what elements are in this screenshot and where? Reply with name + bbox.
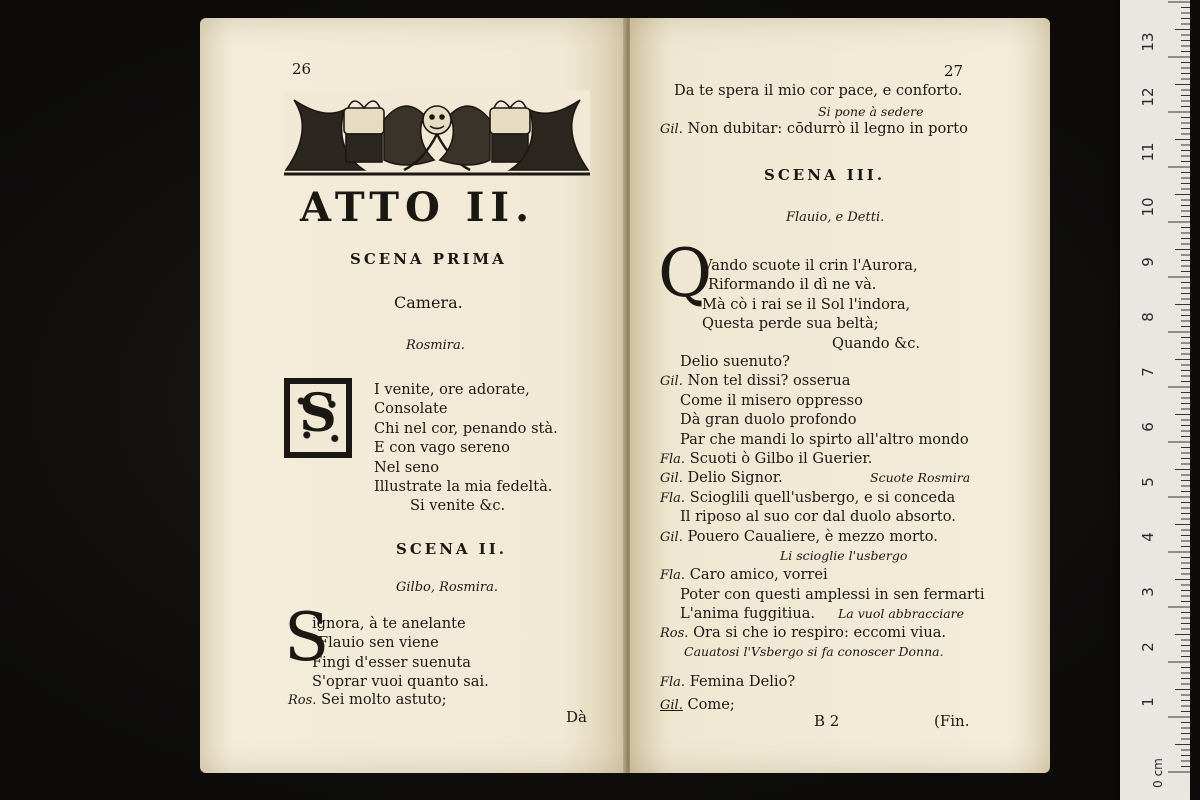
page-number-right: 27 (944, 62, 964, 80)
ruler-label: 9 (1139, 257, 1157, 267)
dialogue-text: Delio Signor. (687, 469, 783, 487)
stage-direction: Scuote Rosmira (870, 470, 971, 486)
dialogue-line (660, 391, 985, 410)
signature-mark: B 2 (814, 712, 840, 730)
stage-direction: La vuol abbracciare (838, 606, 965, 622)
dialogue-line (660, 604, 985, 623)
catchword-left: Dà (566, 708, 587, 726)
dialogue-line (660, 507, 985, 526)
scene-2-title: SCENA II. (396, 540, 508, 558)
verse-line: ignora, à te anelante (312, 615, 466, 632)
ruler-label: 11 (1139, 142, 1157, 162)
scene-1-verses (374, 380, 558, 516)
dialogue-text: Poter con questi amplessi in sen fermarti (680, 585, 985, 603)
measuring-ruler (1120, 0, 1190, 800)
ruler-label: 12 (1139, 87, 1157, 107)
speaker-label: Gil. (660, 529, 683, 545)
speaker-label: Ros. (660, 626, 689, 642)
ruler-label: 4 (1139, 532, 1157, 542)
dialogue-text: Non dubitar: cōdurrò il legno in porto (687, 120, 968, 137)
decorated-initial (284, 378, 352, 458)
stage-direction: Si pone à sedere (818, 104, 924, 119)
open-book (200, 18, 1050, 783)
verse-line: Flauio sen viene (318, 634, 439, 652)
dialogue-text: Scioglili quell'usbergo, e si conceda (689, 488, 956, 506)
right-page (630, 18, 1050, 773)
scene-3-characters: Flauio, e Detti. (786, 210, 885, 225)
speaker-label: Gil. (660, 122, 683, 137)
scene-3-dialogue (660, 352, 985, 643)
scene-3-initial: Q (658, 235, 713, 312)
decorated-initial-letter: S (299, 383, 337, 444)
ruler-label: 6 (1139, 422, 1157, 432)
speaker-label: Fla. (660, 490, 686, 506)
ruler-label: 5 (1139, 477, 1157, 487)
scene-2-verses (312, 614, 489, 692)
verse-line: Vando scuote il crin l'Aurora, (702, 257, 918, 274)
scene-3-closing (660, 672, 795, 715)
dialogue-line (660, 371, 985, 390)
scene-1-title: SCENA PRIMA (350, 250, 507, 268)
dialogue-text: Come il misero oppresso (680, 391, 863, 409)
dialogue-text: Pouero Caualiere, è mezzo morto. (687, 527, 938, 545)
verse-line: Riformando il dì ne và. (708, 276, 877, 294)
dialogue-line (660, 585, 985, 604)
dialogue-text: Caro amico, vorrei (689, 566, 828, 584)
dialogue-text: Dà gran duolo profondo (680, 411, 857, 429)
ruler-label: 8 (1139, 312, 1157, 322)
ruler-ticks (1120, 0, 1190, 800)
top-line-1: Da te spera il mio cor pace, e conforto. (674, 82, 963, 99)
dialogue-line (660, 527, 985, 546)
dialogue-text: Femina Delio? (689, 673, 796, 690)
verse-line: Chi nel cor, penando stà. (374, 419, 558, 437)
dialogue-line (660, 488, 985, 507)
dialogue-text: Come; (687, 696, 735, 714)
dialogue-line (660, 410, 985, 429)
dialogue-text: Scuoti ò Gilbo il Guerier. (689, 449, 873, 467)
verse-line: Mà cò i rai se il Sol l'indora, (702, 295, 911, 313)
dialogue-text: Sei molto astuto; (321, 691, 447, 708)
ruler-label: 1 (1139, 697, 1157, 707)
scene-1-characters: Rosmira. (406, 338, 465, 353)
speaker-label: Gil. (660, 471, 683, 487)
ruler-label: 2 (1139, 642, 1157, 652)
verse-line: Nel seno (374, 458, 440, 476)
ruler-label: 13 (1139, 32, 1157, 52)
page-number-left: 26 (292, 60, 312, 78)
speaker-label: Ros. (288, 693, 317, 708)
dialogue-line (660, 468, 985, 487)
ruler-label: 10 (1139, 197, 1157, 217)
dialogue-line (660, 352, 985, 371)
stage-reveal: Cauatosi l'Vsbergo si fa conoscer Donna. (684, 644, 944, 659)
dialogue-text: Non tel dissi? osserua (687, 372, 851, 390)
dialogue-text: Delio suenuto? (680, 353, 790, 370)
speaker-label: Fla. (660, 568, 686, 584)
speaker-label: Fla. (660, 451, 686, 467)
ruler-unit-label: 0 cm (1151, 758, 1165, 788)
dialogue-line (660, 672, 795, 691)
verse-line: E con vago sereno (374, 439, 510, 457)
dialogue-line (660, 565, 985, 584)
dialogue-line (660, 695, 795, 714)
speaker-label: Fla. (660, 675, 686, 690)
dialogue-text: Ora si che io respiro: eccomi viua. (693, 624, 947, 642)
dialogue-line (660, 449, 985, 468)
speaker-label: Gil. (660, 698, 683, 714)
scene-2-characters: Gilbo, Rosmira. (396, 580, 498, 595)
top-line-3 (660, 120, 968, 137)
dialogue-line (660, 430, 985, 449)
scene-1-place: Camera. (394, 293, 463, 312)
ruler-label: 3 (1139, 587, 1157, 597)
scene-2-last-line (288, 691, 447, 708)
ruler-label: 7 (1139, 367, 1157, 377)
dialogue-text: L'anima fuggitiua. (680, 605, 816, 623)
verse-line: Consolate (374, 400, 448, 418)
verse-line: I venite, ore adorate, (374, 381, 530, 398)
act-title: ATTO II. (300, 184, 536, 231)
woodcut-ornament (284, 90, 590, 176)
scene-2-initial: S (284, 599, 330, 676)
catchword-right: (Fin. (934, 712, 970, 730)
verse-refrain: Si venite &c. (410, 497, 506, 515)
dialogue-text: Par che mandi lo spirto all'altro mondo (680, 430, 969, 448)
left-page (200, 18, 625, 773)
verse-line: Fingi d'esser suenuta (312, 653, 471, 671)
verse-line: Questa perde sua beltà; (702, 315, 879, 333)
dialogue-text: Il riposo al suo cor dal duolo absorto. (680, 508, 956, 526)
stage-direction: Li scioglie l'usbergo (780, 547, 908, 563)
scene-3-title: SCENA III. (764, 166, 886, 184)
verse-line: Illustrate la mia fedeltà. (374, 477, 553, 495)
dialogue-line (660, 546, 985, 565)
speaker-label: Gil. (660, 374, 683, 390)
verse-refrain: Quando &c. (832, 334, 921, 352)
dialogue-line (660, 623, 985, 642)
scene-3-aria (702, 256, 920, 353)
verse-line: S'oprar vuoi quanto sai. (312, 673, 489, 691)
